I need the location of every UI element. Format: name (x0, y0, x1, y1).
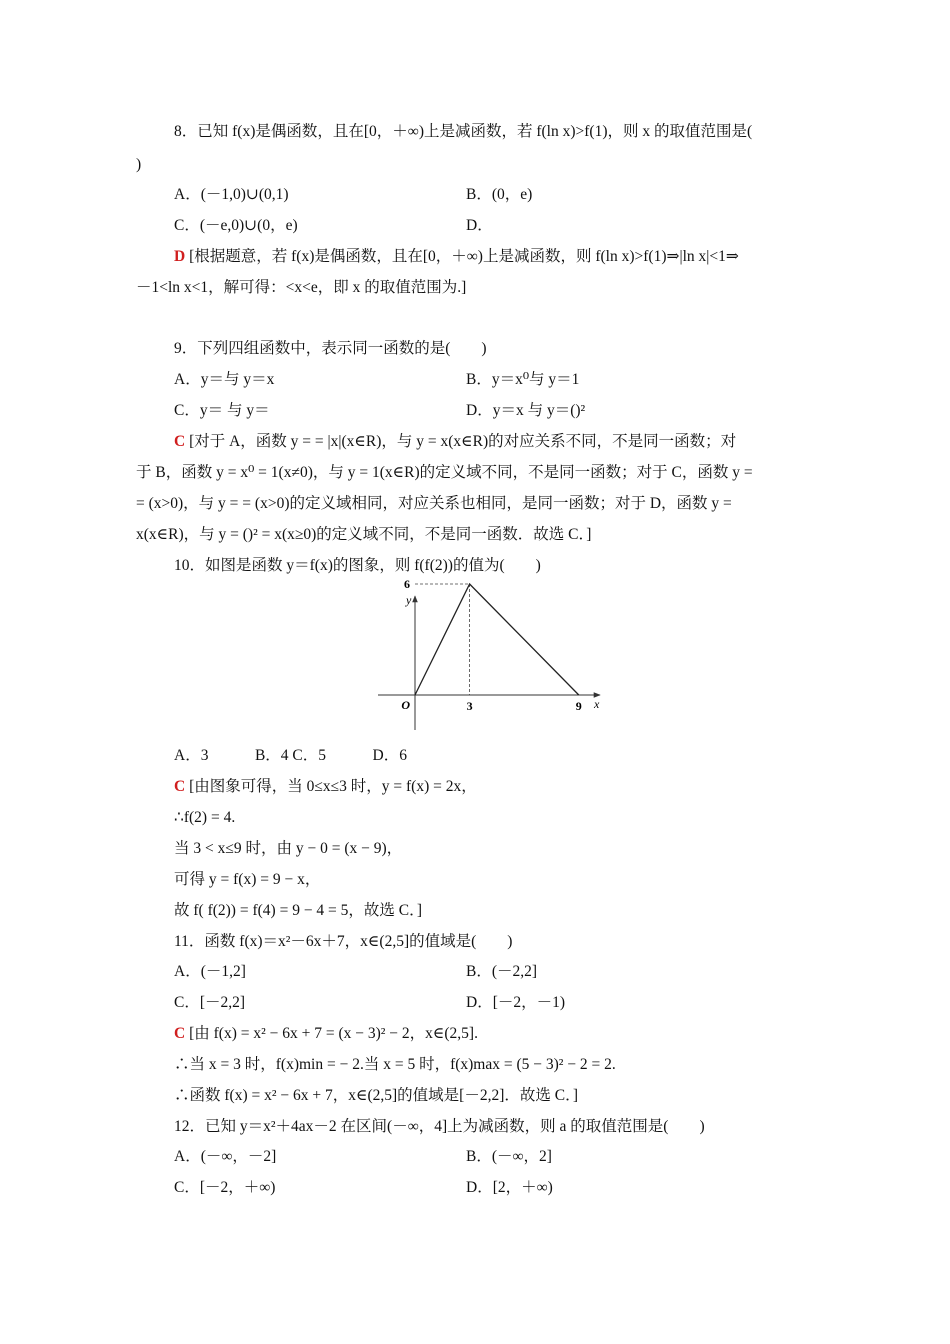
q9-choice-c: C．y＝ 与 y＝ (174, 402, 270, 419)
q10-stem: 10．如图是函数 y＝f(x)的图象，则 f(f(2))的值为( ) (174, 557, 541, 574)
q8-stem-line2: ) (136, 156, 142, 173)
q11-stem: 11．函数 f(x)＝x²－6x＋7，x∈(2,5]的值域是( ) (174, 933, 513, 950)
q10-explanation-line2: ∴f(2) = 4. (174, 809, 236, 826)
q9-answer-label: C (174, 433, 186, 450)
q12-choice-d: D．[2，＋∞) (466, 1179, 553, 1196)
q12-choice-a: A．(－∞，－2] (174, 1148, 277, 1165)
x-tick-label-3: 3 (466, 699, 473, 713)
y-axis-label: y (406, 593, 412, 607)
q11-answer-label: C (174, 1025, 186, 1042)
q9-explanation-line3: = (x>0)，与 y = = (x>0)的定义域相同，对应关系也相同，是同一函数；对于 D，函数 y = (136, 495, 732, 512)
q10-answer-label: C (174, 778, 186, 795)
q9-choice-a: A．y＝与 y＝x (174, 371, 275, 388)
q8-explanation-line1 (174, 247, 739, 267)
q8-answer-label: D (174, 248, 186, 265)
q11-choice-c: C．[－2,2] (174, 994, 246, 1011)
q10-explanation-text1: [由图象可得，当 0≤x≤3 时，y = f(x) = 2x， (189, 778, 477, 795)
q8-stem-line1: 8．已知 f(x)是偶函数，且在[0，＋∞)上是减函数，若 f(ln x)>f(1)，则 x 的取值范围是( (174, 123, 753, 140)
q9-choice-d: D．y＝x 与 y＝()² (466, 402, 586, 419)
q11-choice-b: B．(－2,2] (466, 963, 538, 980)
q10-explanation-line3: 当 3 < x≤9 时，由 y − 0 = (x − 9)， (174, 840, 403, 857)
q8-choice-d: D． (466, 217, 493, 234)
q8-explanation-text1: [根据题意，若 f(x)是偶函数，且在[0，＋∞)上是减函数，则 f(ln x)>f(1)⇒|ln x|<1⇒ (189, 248, 739, 265)
q11-choice-d: D．[－2，－1) (466, 994, 566, 1011)
q9-choice-b: B．y＝x⁰与 y＝1 (466, 371, 580, 388)
q10-explanation-line1 (174, 777, 477, 797)
q11-explanation-line3: ∴函数 f(x) = x² − 6x + 7，x∈(2,5]的值域是[－2,2]．故选 C．] (174, 1087, 578, 1104)
q10-explanation-line4: 可得 y = f(x) = 9 − x， (174, 871, 321, 888)
q12-stem: 12．已知 y＝x²＋4ax－2 在区间(－∞，4]上为减函数，则 a 的取值范围是( ) (174, 1118, 705, 1135)
q10-function-graph (370, 577, 610, 735)
function-line (415, 584, 579, 695)
q8-choice-a: A．(－1,0)∪(0,1) (174, 186, 289, 203)
q8-choice-c: C．(－e,0)∪(0，e) (174, 217, 298, 234)
q9-explanation-text1: [对于 A，函数 y = = |x|(x∈R)，与 y = x(x∈R)的对应关系不同，不是同一函数；对 (189, 433, 737, 450)
q12-choice-b: B．(－∞，2] (466, 1148, 552, 1165)
y-tick-label-6: 6 (404, 577, 410, 591)
q11-choice-a: A．(－1,2] (174, 963, 246, 980)
q12-choice-c: C．[－2，＋∞) (174, 1179, 276, 1196)
q8-explanation-line2: －1<ln x<1，解可得：<x<e，即 x 的取值范围为.] (136, 279, 467, 296)
x-axis-label: x (594, 697, 600, 711)
q11-explanation-text1: [由 f(x) = x² − 6x + 7 = (x − 3)² − 2，x∈(2,5]. (189, 1025, 478, 1042)
q11-explanation-line1 (174, 1024, 478, 1044)
q10-choices: A．3 B．4 C．5 D．6 (174, 747, 407, 764)
q10-explanation-line5: 故 f( f(2)) = f(4) = 9 − 4 = 5，故选 C．] (174, 902, 423, 919)
q11-explanation-line2: ∴当 x = 3 时，f(x)min = − 2.当 x = 5 时，f(x)max = (5 − 3)² − 2 = 2. (174, 1056, 616, 1073)
q9-explanation-line4: x(x∈R)，与 y = ()² = x(x≥0)的定义域不同，不是同一函数．故选 C．] (136, 526, 592, 543)
q8-choice-b: B．(0，e) (466, 186, 533, 203)
x-tick-label-9: 9 (575, 699, 582, 713)
q9-explanation-line2: 于 B，函数 y = x⁰ = 1(x≠0)，与 y = 1(x∈R)的定义域不同，不是同一函数；对于 C，函数 y = (136, 464, 753, 481)
q9-explanation-line1 (174, 432, 736, 452)
origin-label: O (401, 698, 410, 712)
q9-stem: 9．下列四组函数中，表示同一函数的是( ) (174, 340, 487, 357)
